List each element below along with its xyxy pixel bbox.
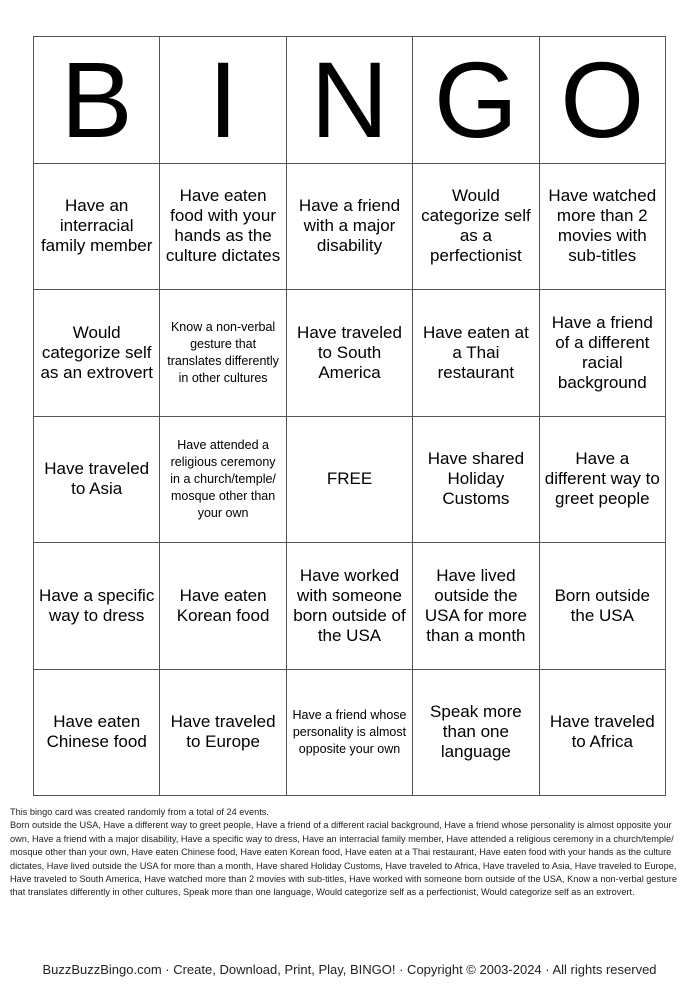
bingo-cell: Born outside the USA: [540, 543, 666, 670]
bingo-cell: Have eaten Korean food: [160, 543, 286, 670]
bingo-cell: Would categorize self as an extrovert: [34, 290, 160, 417]
bingo-cell: Have traveled to Europe: [160, 670, 286, 797]
header-letter: G: [413, 37, 539, 164]
bingo-cell: Have lived outside the USA for more than a month: [413, 543, 539, 670]
header-letter: B: [34, 37, 160, 164]
bingo-cell: Have traveled to Asia: [34, 417, 160, 544]
bingo-card: [33, 36, 666, 796]
description-summary: This bingo card was created randomly from a total of 24 events.: [10, 807, 269, 817]
bingo-cell: Know a non-verbal gesture that translates differently in other cultures: [160, 290, 286, 417]
bingo-cell: Have traveled to Africa: [540, 670, 666, 797]
bingo-cell: Would categorize self as a perfectionist: [413, 164, 539, 291]
description-events: Born outside the USA, Have a different way to greet people, Have a friend of a different racial background, Have a friend whose personality is almost opposite your own, Have a friend with a major disability, Have a specific way to dress, Have an interracial family member, Have attended a religious ceremony in a church/temple/ mosque other than your own, Have eaten Chinese food, Have eaten Korean food, Have eaten at a Thai restaurant, Have eaten food with your hands as the culture dictates, Have lived outside the USA for more than a month, Have shared Holiday Customs, Have traveled to Africa, Have traveled to Asia, Have traveled to Europe, Have traveled to South America, Have watched more than 2 movies with sub-titles, Have worked with someone born outside of the USA, Know a non-verbal gesture that translates differently in other cultures, Speak more than one language, Would categorize self as a perfectionist, Would categorize self as an extrovert.: [10, 820, 677, 898]
bingo-cell: Have a specific way to dress: [34, 543, 160, 670]
footer: BuzzBuzzBingo.com · Create, Download, Print, Play, BINGO! · Copyright © 2003-2024 · All rights reserved: [42, 962, 657, 977]
bingo-cell: Have traveled to South America: [287, 290, 413, 417]
bingo-cell: Have eaten at a Thai restaurant: [413, 290, 539, 417]
bingo-cell: Have a different way to greet people: [540, 417, 666, 544]
bingo-cell: Have a friend of a different racial background: [540, 290, 666, 417]
bingo-cell: Speak more than one language: [413, 670, 539, 797]
bingo-cell: Have eaten Chinese food: [34, 670, 160, 797]
bingo-cell: Have attended a religious ceremony in a church/temple/ mosque other than your own: [160, 417, 286, 544]
bingo-cell: Have worked with someone born outside of the USA: [287, 543, 413, 670]
bingo-cell: Have eaten food with your hands as the culture dictates: [160, 164, 286, 291]
header-letter: N: [287, 37, 413, 164]
header-letter: I: [160, 37, 286, 164]
bingo-cell: Have a friend whose personality is almost opposite your own: [287, 670, 413, 797]
header-letter: O: [540, 37, 666, 164]
bingo-cell: Have watched more than 2 movies with sub-titles: [540, 164, 666, 291]
bingo-cell: Have a friend with a major disability: [287, 164, 413, 291]
card-description: [10, 806, 692, 900]
bingo-cell: Have an interracial family member: [34, 164, 160, 291]
free-space: FREE: [287, 417, 413, 544]
bingo-cell: Have shared Holiday Customs: [413, 417, 539, 544]
